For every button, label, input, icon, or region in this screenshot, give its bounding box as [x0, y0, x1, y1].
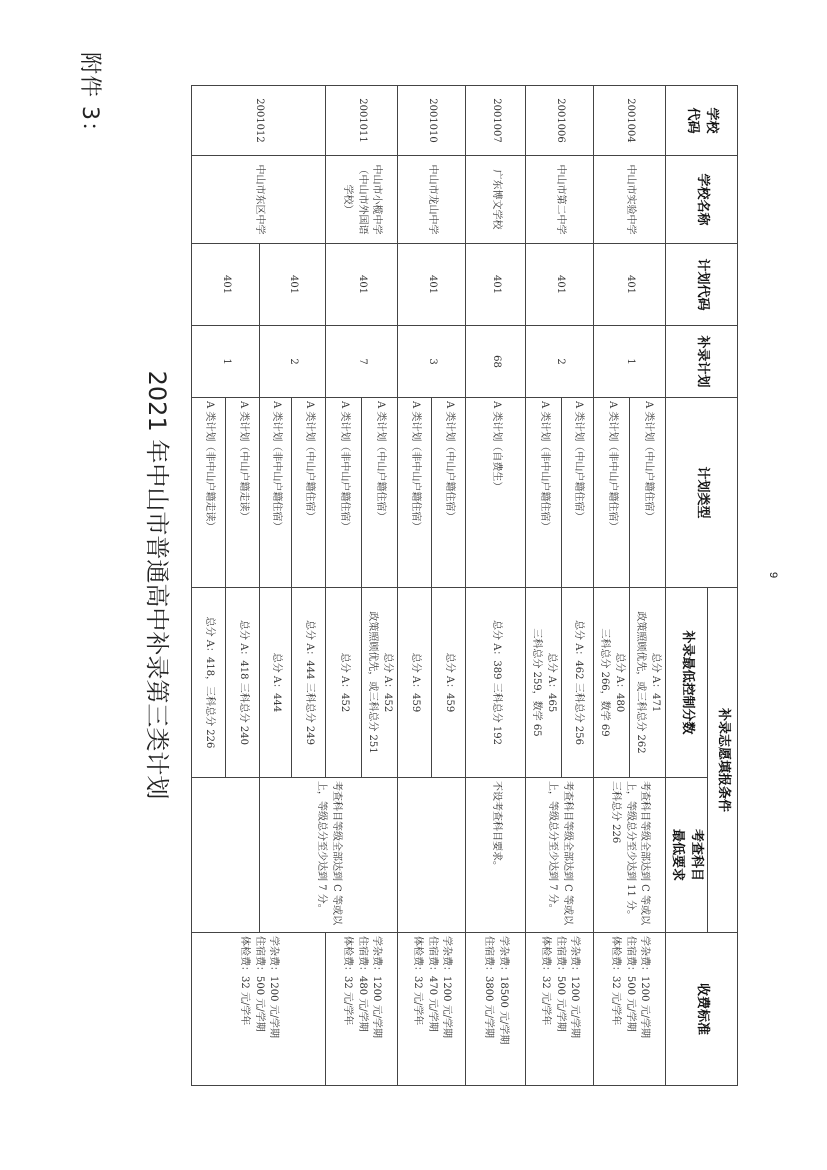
header-subject-requirement: 考查科目 最低要求 [666, 778, 708, 933]
plan-code: 401 [466, 244, 526, 326]
min-score: 总分 A：444 三科总分 249 [292, 588, 326, 778]
plan-type: A 类计划（自费生） [466, 398, 526, 588]
header-plan-type: 计划类型 [666, 398, 738, 588]
annex-label: 附件 3： [77, 52, 102, 144]
min-score: 总分 A：418 三科总分 240 [226, 588, 260, 778]
subject-requirement [398, 778, 466, 933]
min-score: 总分 A：462 三科总分 256 [562, 588, 594, 778]
admission-plan-count: 1 [192, 326, 260, 398]
fee-standard: 学杂费：18500 元/学期 住宿费：3800 元/学期 [466, 933, 526, 1086]
header-plan-code: 计划代码 [666, 244, 738, 326]
min-score: 总分 A：465 三科总分 259，数学 65 [526, 588, 562, 778]
plan-type: A 类计划（非中山户籍住宿） [326, 398, 362, 588]
school-code: 2001007 [466, 86, 526, 156]
header-admission-plan: 补录计划 [666, 326, 738, 398]
plan-type: A 类计划（中山户籍住宿） [562, 398, 594, 588]
fee-standard: 学杂费：1200 元/学期 住宿费：470 元/学期 体检费：32 元/学年 [398, 933, 466, 1086]
plan-code: 401 [326, 244, 398, 326]
plan-code: 401 [260, 244, 326, 326]
admission-plan-count: 2 [260, 326, 326, 398]
admission-plan-table [191, 85, 738, 1086]
subject-requirement [192, 778, 260, 933]
header-conditions-group: 补录志愿填报条件 [708, 588, 738, 933]
min-score: 总分 A：459 [432, 588, 466, 778]
min-score: 总分 A：471 政策照顾优先，或三科总分 262 [630, 588, 666, 778]
school-name: 中山市东区中学 [192, 156, 326, 244]
min-score: 总分 A：452 [326, 588, 362, 778]
plan-code: 401 [526, 244, 594, 326]
admission-plan-count: 68 [466, 326, 526, 398]
school-code: 2001010 [398, 86, 466, 156]
plan-code: 401 [192, 244, 260, 326]
min-score: 总分 A：452 政策照顾优先，或三科总分 251 [362, 588, 398, 778]
plan-type: A 类计划（中山户籍住宿） [362, 398, 398, 588]
plan-type: A 类计划（非中山户籍住宿） [398, 398, 432, 588]
admission-plan-count: 7 [326, 326, 398, 398]
plan-type: A 类计划（非中山户籍走读） [192, 398, 226, 588]
page-number: 9 [767, 572, 779, 579]
min-score: 总分 A：389 三科总分 192 [466, 588, 526, 778]
school-code: 2001012 [192, 86, 326, 156]
fee-standard: 学杂费：1200 元/学期 住宿费：500 元/学期 体检费：32 元/学年 [594, 933, 666, 1086]
plan-code: 401 [594, 244, 666, 326]
min-score: 总分 A：480 三科总分 266，数学 69 [594, 588, 630, 778]
subject-requirement: 不设考查科目要求。 [466, 778, 526, 933]
plan-type: A 类计划（中山户籍走读） [226, 398, 260, 588]
min-score: 总分 A：459 [398, 588, 432, 778]
header-fees: 收费标准 [666, 933, 738, 1086]
school-name: 中山市第二中学 [526, 156, 594, 244]
min-score: 总分 A：444 [260, 588, 292, 778]
school-name: 中山市实验中学 [594, 156, 666, 244]
plan-type: A 类计划（非中山户籍住宿） [526, 398, 562, 588]
school-name: 中山市龙山中学 [398, 156, 466, 244]
fee-standard: 学杂费：1200 元/学期 住宿费：500 元/学期 体检费：32 元/学年 [526, 933, 594, 1086]
admission-plan-count: 1 [594, 326, 666, 398]
school-code: 2001006 [526, 86, 594, 156]
min-score: 总分 A：418，三科总分 226 [192, 588, 226, 778]
plan-type: A 类计划（中山户籍住宿） [432, 398, 466, 588]
fee-standard: 学杂费：1200 元/学期 住宿费：500 元/学期 体检费：32 元/学年 [192, 933, 326, 1086]
plan-type: A 类计划（中山户籍住宿） [630, 398, 666, 588]
plan-type: A 类计划（非中山户籍住宿） [260, 398, 292, 588]
plan-code: 401 [398, 244, 466, 326]
school-code: 2001004 [594, 86, 666, 156]
school-code: 2001011 [326, 86, 398, 156]
header-min-score: 补录最低控制分数 [666, 588, 708, 778]
school-name: 广东博文学校 [466, 156, 526, 244]
header-school-name: 学校名称 [666, 156, 738, 244]
subject-requirement: 考查科目等级全部达到 C 等或以上，等级总分至少达到 7 分。 [260, 778, 398, 933]
school-name: 中山市小榄中学 （中山市外国语 学校） [326, 156, 398, 244]
subject-requirement: 考查科目等级全部达到 C 等或以上，等级总分至少达到 7 分。 [526, 778, 594, 933]
document-title: 2021 年中山市普通高中补录第三类计划 [143, 370, 171, 800]
admission-plan-count: 3 [398, 326, 466, 398]
plan-type: A 类计划（非中山户籍住宿） [594, 398, 630, 588]
fee-standard: 学杂费：1200 元/学期 住宿费：480 元/学期 体检费：32 元/学年 [326, 933, 398, 1086]
header-school-code: 学校 代码 [666, 86, 738, 156]
subject-requirement: 考查科目等级全部达到 C 等或以上，等级总分至少达到 11 分。 三科总分 226 [594, 778, 666, 933]
admission-plan-count: 2 [526, 326, 594, 398]
plan-type: A 类计划（中山户籍住宿） [292, 398, 326, 588]
